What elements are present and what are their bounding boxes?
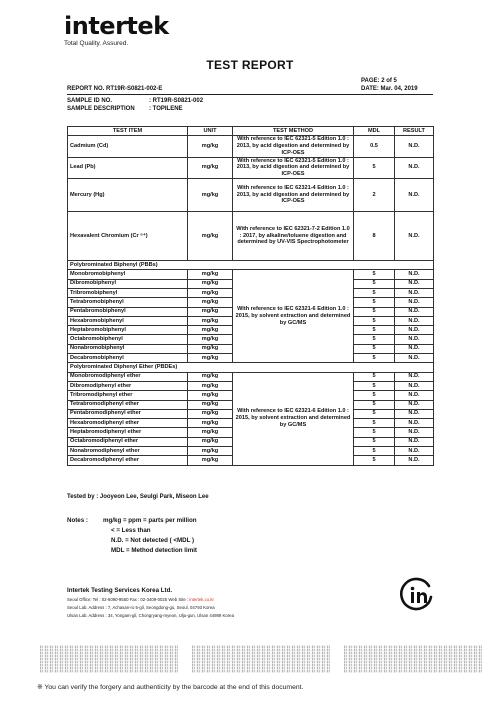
table-row [68,372,434,381]
row-unit: mg/kg [188,344,233,353]
sample-id-label: SAMPLE ID NO. [67,98,113,104]
row-mdl: 5 [354,409,395,418]
row-result: N.D. [395,179,434,212]
report-date: DATE: Mar. 04, 2019 [361,86,418,92]
row-result: N.D. [395,400,434,409]
row-mdl: 5 [354,391,395,400]
row-mdl: 5 [354,419,395,428]
company-name: Intertek Testing Services Korea Ltd. [67,587,173,594]
notes-body [103,516,303,556]
row-result: N.D. [395,372,434,381]
row-mdl: 5 [354,447,395,456]
header-result: RESULT [395,127,434,136]
row-mdl: 5 [354,307,395,316]
row-item: Lead (Pb) [68,157,188,178]
row-unit: mg/kg [188,437,233,446]
row-item: Monobromodiphenyl ether [68,372,188,381]
row-item: Decabromobiphenyl [68,354,188,363]
row-unit: mg/kg [188,372,233,381]
row-result: N.D. [395,270,434,279]
row-mdl: 5 [354,400,395,409]
row-unit: mg/kg [188,335,233,344]
group-title-pbde: Polybrominated Diphenyl Ether (PBDEs) [68,363,434,372]
row-unit: mg/kg [188,456,233,465]
row-result: N.D. [395,447,434,456]
row-unit: mg/kg [188,428,233,437]
row-item: Dibromodiphenyl ether [68,381,188,390]
table-row [68,179,434,212]
seoul-office: Seoul Office: Tel : 02-6090-9550 Fax : 02-3409-0025 Web Site : [67,597,190,602]
row-item: Octabromobiphenyl [68,335,188,344]
group-row-pbde [68,363,434,372]
row-result: N.D. [395,391,434,400]
row-item: Tribromodiphenyl ether [68,391,188,400]
ulsan-lab-address: Ulsan Lab. Address : 34, Yongam-gil, Chongryang-myeon, Ulju-gun, Ulsan 44989 Korea [67,612,234,618]
row-unit: mg/kg [188,307,233,316]
row-result: N.D. [395,409,434,418]
sample-desc-value: : TOPILENE [149,106,183,112]
note-line: N.D. = Not detected ( <MDL ) [111,537,195,544]
table-row [68,270,434,279]
table-row [68,157,434,178]
row-result: N.D. [395,279,434,288]
row-mdl: 5 [354,298,395,307]
row-unit: mg/kg [188,288,233,297]
row-result: N.D. [395,316,434,325]
sample-id-value: : RT19R-S0821-002 [149,98,204,104]
barcode [192,645,330,673]
row-result: N.D. [395,344,434,353]
verification-footnote: ※ You can verify the forgery and authenticity by the barcode at the end of this document. [37,684,304,691]
row-unit: mg/kg [188,298,233,307]
row-unit: mg/kg [188,179,233,212]
intertek-logo [64,14,169,47]
website-link[interactable]: intertek.co.kr [189,597,214,602]
row-item: Tetrabromobiphenyl [68,298,188,307]
group-row-pbb [68,261,434,270]
page-number: PAGE: 2 of 5 [361,78,397,84]
row-mdl: 2 [354,179,395,212]
header-test-item: TEST ITEM [68,127,188,136]
row-mdl: 5 [354,316,395,325]
row-item: Hexavalent Chromium (Cr ⁶⁺) [68,212,188,261]
row-unit: mg/kg [188,270,233,279]
row-unit: mg/kg [188,381,233,390]
row-result: N.D. [395,157,434,178]
brand-name: intertek [64,12,169,40]
row-mdl: 5 [354,456,395,465]
row-item: Pentabromobiphenyl [68,307,188,316]
row-unit: mg/kg [188,136,233,157]
row-item: Dibromobiphenyl [68,279,188,288]
row-item: Mercury (Hg) [68,179,188,212]
group-method: With reference to IEC 62321-6 Edition 1.0 : 2015, by solvent extraction and determined by GC/MS [233,270,354,363]
report-number: REPORT NO. RT19R-S0821-002-E [67,86,163,92]
note-line: < = Less than [111,527,151,534]
row-mdl: 8 [354,212,395,261]
row-method: With reference to IEC 62321-4 Edition 1.0 : 2013, by acid digestion and determined by ICP-OES [233,179,354,212]
row-item: Tetrabromodiphenyl ether [68,400,188,409]
row-item: Pentabromodiphenyl ether [68,409,188,418]
row-item: Octabromodiphenyl ether [68,437,188,446]
page-title: TEST REPORT [206,58,294,72]
row-mdl: 5 [354,428,395,437]
table-header-row [68,127,434,136]
header-mdl: MDL [354,127,395,136]
row-mdl: 5 [354,288,395,297]
notes-label: Notes : [67,517,88,524]
row-unit: mg/kg [188,391,233,400]
row-result: N.D. [395,419,434,428]
row-item: Nonabromobiphenyl [68,344,188,353]
row-result: N.D. [395,428,434,437]
row-mdl: 5 [354,372,395,381]
table-row [68,136,434,157]
row-mdl: 0.5 [354,136,395,157]
barcode [344,645,482,673]
row-mdl: 5 [354,344,395,353]
row-result: N.D. [395,437,434,446]
header-unit: UNIT [188,127,233,136]
row-result: N.D. [395,335,434,344]
barcode [40,645,178,673]
row-mdl: 5 [354,335,395,344]
results-table [67,126,434,466]
header-test-method: TEST METHOD [233,127,354,136]
row-result: N.D. [395,212,434,261]
row-item: Hexabromodiphenyl ether [68,419,188,428]
row-result: N.D. [395,307,434,316]
table-row [68,212,434,261]
company-address [67,596,234,619]
row-item: Nonabromodiphenyl ether [68,447,188,456]
row-mdl: 5 [354,381,395,390]
row-result: N.D. [395,456,434,465]
row-mdl: 5 [354,437,395,446]
row-item: Heptabromodiphenyl ether [68,428,188,437]
row-item: Tribromobiphenyl [68,288,188,297]
row-mdl: 5 [354,326,395,335]
verification-barcodes [40,645,482,673]
row-unit: mg/kg [188,419,233,428]
header-divider [67,94,433,95]
sample-desc-label: SAMPLE DESCRIPTION [67,106,135,112]
row-result: N.D. [395,298,434,307]
row-method: With reference to IEC 62321-7-2 Edition 1.0 : 2017, by alkaline/toluene digestion and determined by UV-VIS Spectrophotometer [233,212,354,261]
row-item: Hexabromobiphenyl [68,316,188,325]
note-line: MDL = Method detection limit [111,547,197,554]
sample-info [67,97,203,113]
note-line: mg/kg = ppm = parts per million [103,517,197,524]
row-result: N.D. [395,326,434,335]
row-mdl: 5 [354,270,395,279]
row-unit: mg/kg [188,212,233,261]
row-mdl: 5 [354,354,395,363]
row-result: N.D. [395,136,434,157]
row-item: Monobromobiphenyl [68,270,188,279]
report-meta [361,77,418,93]
row-unit: mg/kg [188,279,233,288]
row-mdl: 5 [354,279,395,288]
row-result: N.D. [395,354,434,363]
tested-by: Tested by : Jooyeon Lee, Seulgi Park, Miseon Lee [67,494,209,500]
row-unit: mg/kg [188,316,233,325]
row-unit: mg/kg [188,354,233,363]
row-item: Cadmium (Cd) [68,136,188,157]
row-unit: mg/kg [188,400,233,409]
row-result: N.D. [395,288,434,297]
group-title-pbb: Polybrominated Biphenyl (PBBs) [68,261,434,270]
row-method: With reference to IEC 62321-5 Edition 1.0 : 2013, by acid digestion and determined by ICP-OES [233,157,354,178]
row-unit: mg/kg [188,409,233,418]
group-method: With reference to IEC 62321-6 Edition 1.0 : 2015, by solvent extraction and determined by GC/MS [233,372,354,465]
intertek-emblem-icon [399,577,435,613]
row-result: N.D. [395,381,434,390]
row-mdl: 5 [354,157,395,178]
row-unit: mg/kg [188,326,233,335]
row-item: Heptabromobiphenyl [68,326,188,335]
row-method: With reference to IEC 62321-5 Edition 1.0 : 2013, by acid digestion and determined by ICP-OES [233,136,354,157]
row-item: Decabromodiphenyl ether [68,456,188,465]
row-unit: mg/kg [188,157,233,178]
brand-tagline: Total Quality. Assured. [64,40,129,47]
seoul-lab-address: Seoul Lab. Address : 7, Achasan-ro 5-gil, Seongdong-gu, Seoul, 04793 Korea [67,604,215,610]
row-unit: mg/kg [188,447,233,456]
